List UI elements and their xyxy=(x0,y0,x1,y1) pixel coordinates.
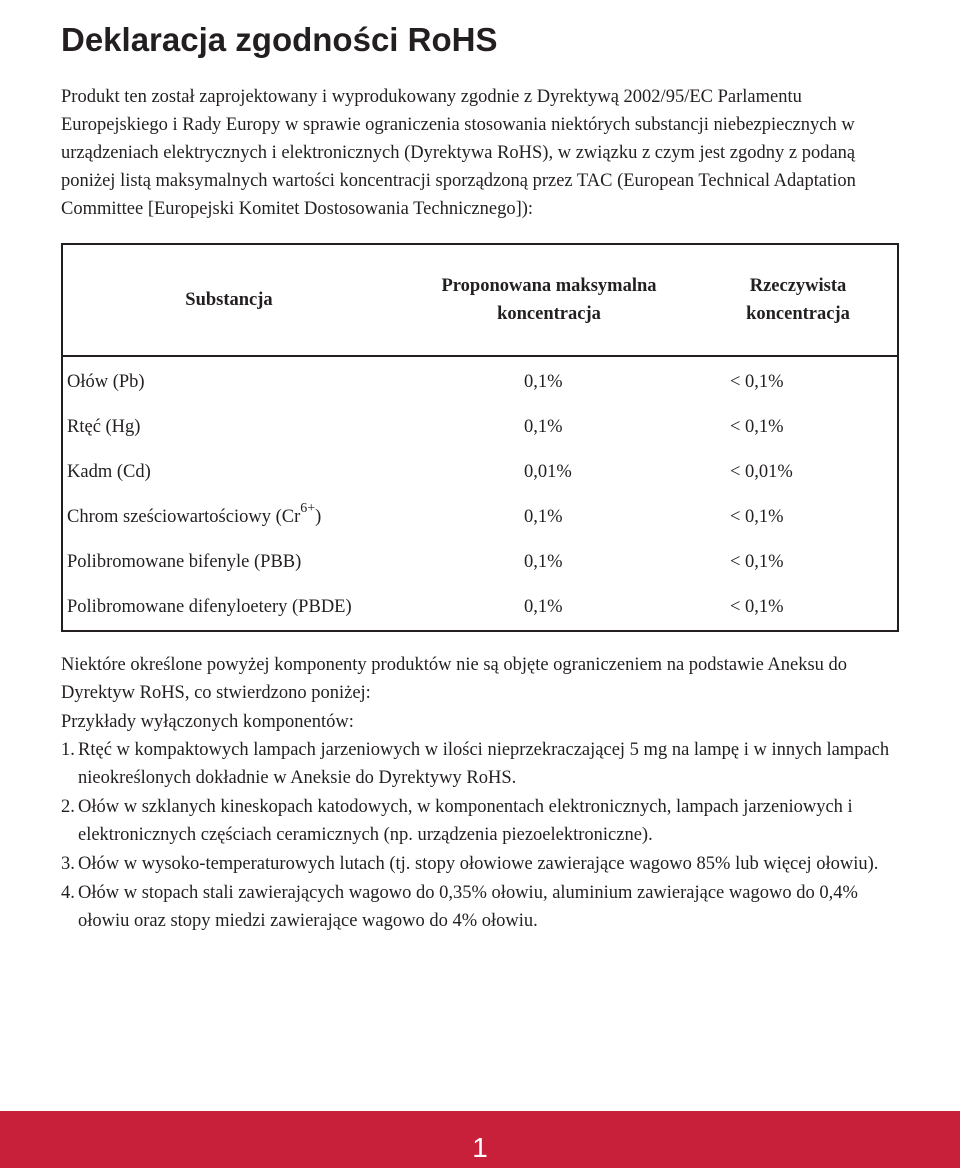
table-header xyxy=(62,244,898,356)
max-concentration-cell: 0,1% xyxy=(524,597,563,617)
actual-concentration-cell: < 0,1% xyxy=(730,372,784,392)
list-item xyxy=(61,879,911,936)
exempt-components-list xyxy=(61,736,911,936)
rohs-table xyxy=(61,243,899,632)
list-item-number: 2. xyxy=(61,797,75,818)
table-row xyxy=(62,585,898,631)
substance-cell: Ołów (Pb) xyxy=(67,372,145,392)
header-actual-concentration xyxy=(699,244,898,356)
ion-charge: 6+ xyxy=(300,500,316,516)
substance-cell xyxy=(62,495,399,540)
page-title: Deklaracja zgodności RoHS xyxy=(61,21,498,59)
actual-concentration-cell: < 0,1% xyxy=(730,597,784,617)
substance-suffix: ) xyxy=(315,507,322,527)
list-item-text: Rtęć w kompaktowych lampach jarzeniowych w ilości nieprzekraczającej 5 mg na lampę i w innych lampach nieokreślonych dokładnie w Aneksie do Dyrektywy RoHS. xyxy=(78,739,890,789)
list-item xyxy=(61,850,911,878)
header-substance-label: Substancja xyxy=(185,290,273,310)
substance-cell: Polibromowane difenyloetery (PBDE) xyxy=(67,597,352,617)
table-row xyxy=(62,540,898,585)
list-item xyxy=(61,736,911,793)
substance-cell: Kadm (Cd) xyxy=(67,462,151,482)
list-item-text: Ołów w szklanych kineskopach katodowych, w komponentach elektronicznych, lampach jarzeniowych i elektronicznych częściach ceramicznych (np. urządzenia piezoelektroniczne). xyxy=(78,797,853,846)
max-concentration-cell: 0,1% xyxy=(524,552,563,572)
header-actual-line2: koncentracja xyxy=(746,304,850,324)
list-item-number: 3. xyxy=(61,854,75,875)
table-row xyxy=(62,405,898,450)
list-item-text: Ołów w wysoko-temperaturowych lutach (tj. stopy ołowiowe zawierające wagowo 85% lub więcej ołowiu). xyxy=(78,854,879,875)
substance-cell: Polibromowane bifenyle (PBB) xyxy=(67,552,302,572)
notes-section xyxy=(61,651,911,936)
max-concentration-cell: 0,01% xyxy=(524,462,572,482)
max-concentration-cell: 0,1% xyxy=(524,372,563,392)
substance-name: Chrom sześciowartościowy (Cr xyxy=(67,507,301,527)
examples-heading: Przykłady wyłączonych komponentów: xyxy=(61,711,354,732)
substance-cell: Rtęć (Hg) xyxy=(67,417,141,437)
actual-concentration-cell: < 0,1% xyxy=(730,552,784,572)
header-substance xyxy=(62,244,399,356)
header-actual-line1: Rzeczywista xyxy=(749,276,847,296)
actual-concentration-cell: < 0,1% xyxy=(730,507,784,527)
table-header-row xyxy=(62,244,898,356)
header-max-concentration xyxy=(399,244,699,356)
table-body xyxy=(62,356,898,631)
list-item-number: 4. xyxy=(61,883,75,904)
table-row xyxy=(62,356,898,405)
table-row xyxy=(62,495,898,540)
header-max-line2: koncentracja xyxy=(497,304,601,324)
list-item xyxy=(61,793,911,850)
list-item-number: 1. xyxy=(61,739,75,760)
page-number: 1 xyxy=(472,1132,488,1163)
actual-concentration-cell: < 0,01% xyxy=(730,462,793,482)
table-row xyxy=(62,450,898,495)
intro-paragraph: Produkt ten został zaprojektowany i wyprodukowany zgodnie z Dyrektywą 2002/95/EC Parlamentu Europejskiego i Rady Europy w sprawie ograniczenia stosowania niektórych substancji niebezpiecznych w urządzeniach elektrycznych i elektronicznych (Dyrektywa RoHS), w związku z czym jest zgodny z podaną poniżej listą maksymalnych wartości koncentracji sporządzoną przez TAC (European Technical Adaptation Committee [Europejski Komitet Dostosowania Technicznego]): xyxy=(61,86,856,220)
header-max-line1: Proponowana maksymalna xyxy=(441,276,657,296)
actual-concentration-cell: < 0,1% xyxy=(730,417,784,437)
list-item-text: Ołów w stopach stali zawierających wagowo do 0,35% ołowiu, aluminium zawierające wagowo do 0,4% ołowiu oraz stopy miedzi zawierające wagowo do 4% ołowiu. xyxy=(78,883,858,932)
notes-intro: Niektóre określone powyżej komponenty produktów nie są objęte ograniczeniem na podstawie Aneksu do Dyrektyw RoHS, co stwierdzono poniżej: xyxy=(61,655,848,704)
max-concentration-cell: 0,1% xyxy=(524,507,563,527)
max-concentration-cell: 0,1% xyxy=(524,417,563,437)
